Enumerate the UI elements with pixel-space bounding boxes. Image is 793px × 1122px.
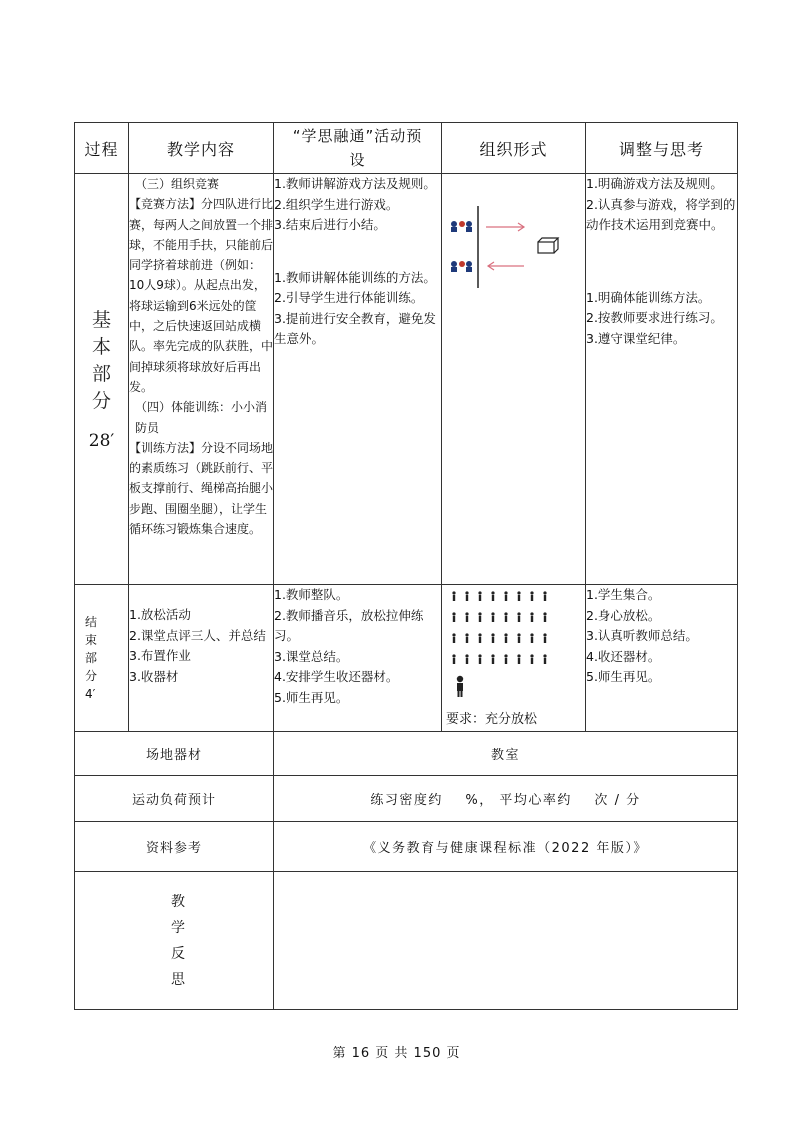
end-section-row — [75, 585, 738, 732]
end-activity-cell — [274, 585, 442, 732]
activity-item: 2.组织学生进行游戏。 — [274, 196, 399, 212]
end-content-item: 3.收器材 — [129, 668, 179, 684]
header-row — [75, 123, 738, 174]
end-content-item: 1.放松活动 — [129, 607, 191, 622]
end-content-cell — [129, 585, 274, 732]
end-reflection-cell — [586, 585, 738, 732]
student-figure-icon — [530, 591, 533, 601]
end-reflection-item: 1.学生集合。 — [586, 587, 661, 602]
basic-stage-cell — [75, 174, 129, 585]
student-figure-icon — [530, 612, 533, 622]
student-figure-icon — [517, 654, 520, 664]
end-reflection-item: 2.身心放松。 — [586, 607, 661, 623]
end-activity-item: 5.师生再见。 — [274, 689, 349, 705]
student-figure-icon — [530, 633, 533, 643]
teaching-reflection-row — [75, 872, 738, 1010]
student-figure-icon — [517, 591, 520, 601]
end-reflection-item: 4.收还器材。 — [586, 648, 661, 664]
content-training-method: 【训练方法】分设不同场地的素质练习（跳跃前行、平板支撑前行、绳梯高抬腿小步跑、围圈坐腿），让学生循环练习锻炼集合速度。 — [129, 440, 274, 537]
student-figure-icon — [452, 633, 455, 643]
basket-box-icon — [538, 238, 558, 253]
reflection-item: 2.认真参与游戏，将学到的动作技术运用到竞赛中。 — [586, 196, 736, 232]
basic-section-row — [75, 174, 738, 585]
activity-item: 3.提前进行安全教育，避免发生意外。 — [274, 310, 436, 346]
student-figure-icon — [543, 591, 546, 601]
student-figure-icon — [478, 612, 481, 622]
basic-organization-cell — [442, 174, 586, 585]
student-formation-diagram — [442, 585, 586, 703]
end-activity-item: 4.安排学生收还器材。 — [274, 669, 399, 684]
end-reflection-item: 5.师生再见。 — [586, 669, 661, 684]
header-reflection: 调整与思考 — [586, 123, 738, 174]
student-figure-icon — [517, 633, 520, 643]
load-row — [75, 776, 738, 822]
student-figure-icon — [543, 633, 546, 643]
basic-stage-label: 基 本 部 分 — [91, 309, 111, 412]
activity-item: 1.教师讲解游戏方法及规则。 — [274, 176, 436, 191]
basic-reflection-cell — [586, 174, 738, 585]
basic-content-cell — [129, 174, 274, 585]
content-heading-training: （四）体能训练：小小消防员 — [135, 400, 268, 435]
student-figure-icon — [504, 591, 507, 601]
page-number: 第 16 页 共 150 页 — [332, 1046, 461, 1061]
activity-item: 1.教师讲解体能训练的方法。 — [274, 269, 436, 285]
reflection-item: 1.明确体能训练方法。 — [586, 289, 711, 305]
end-activity-item: 1.教师整队。 — [274, 587, 349, 602]
relax-requirement-note: 要求：充分放松 — [446, 712, 538, 727]
end-stage-time: 4′ — [85, 687, 96, 701]
student-figure-icon — [465, 612, 468, 622]
student-figure-icon — [543, 654, 546, 664]
student-figure-icon — [491, 591, 494, 601]
reference-label: 资料参考 — [75, 822, 274, 872]
load-value: 练习密度约 %， 平均心率约 次 / 分 — [274, 776, 738, 822]
header-activity: “学思融通”活动预设 — [274, 123, 442, 174]
reference-value: 《义务教育与健康课程标准（2022 年版）》 — [274, 822, 738, 872]
reflection-item: 1.明确游戏方法及规则。 — [586, 176, 723, 191]
student-figure-icon — [465, 591, 468, 601]
venue-value: 教室 — [274, 732, 738, 776]
student-figure-icon — [478, 591, 481, 601]
student-figure-icon — [517, 612, 520, 622]
student-figure-icon — [478, 633, 481, 643]
content-competition-method: 【竞赛方法】分四队进行比赛，每两人之间放置一个排球，不能用手扶，只能前后同学挤着球前进（例如：10人9球）。从起点出发，将球运输到6米远处的筐中，之后快速返回站成横队。率先完成的队获胜，中间掉球须将球放好后再出发。 — [129, 197, 274, 394]
venue-row — [75, 732, 738, 776]
lesson-plan-table — [74, 122, 738, 1010]
end-reflection-item: 3.认真听教师总结。 — [586, 628, 698, 643]
teacher-figure-icon — [457, 676, 463, 697]
student-figure-icon — [452, 591, 455, 601]
basic-activity-cell — [274, 174, 442, 585]
team-players-bottom-icon — [451, 261, 472, 272]
basic-stage-time: 28′ — [88, 431, 115, 451]
student-figure-icon — [543, 612, 546, 622]
activity-item: 3.结束后进行小结。 — [274, 217, 386, 232]
venue-label: 场地器材 — [75, 732, 274, 776]
student-figure-icon — [491, 633, 494, 643]
student-figure-icon — [504, 633, 507, 643]
arrow-right-icon — [486, 223, 524, 231]
teaching-reflection-label: 教 学 反 思 — [75, 872, 274, 1010]
end-stage-cell: 结 束 部 分 4′ — [75, 585, 129, 732]
student-figure-icon — [491, 612, 494, 622]
load-label: 运动负荷预计 — [75, 776, 274, 822]
student-figure-icon — [530, 654, 533, 664]
reflection-item: 2.按教师要求进行练习。 — [586, 310, 723, 325]
header-content: 教学内容 — [129, 123, 274, 174]
student-figure-icon — [478, 654, 481, 664]
end-organization-cell — [442, 585, 586, 732]
student-figure-icon — [504, 654, 507, 664]
arrow-left-icon — [488, 262, 524, 270]
end-activity-item: 3.课堂总结。 — [274, 648, 349, 664]
end-content-item: 2.课堂点评三人、并总结 — [129, 627, 266, 643]
team-players-top-icon — [451, 221, 472, 232]
content-heading-competition: （三）组织竞赛 — [135, 177, 220, 191]
student-figure-icon — [452, 654, 455, 664]
end-content-item: 3.布置作业 — [129, 648, 191, 663]
teaching-reflection-blank — [274, 872, 738, 1010]
student-figure-icon — [465, 633, 468, 643]
end-activity-item: 2.教师播音乐，放松拉伸练习。 — [274, 607, 424, 643]
reflection-item: 3.遵守课堂纪律。 — [586, 330, 686, 346]
activity-item: 2.引导学生进行体能训练。 — [274, 290, 424, 305]
reference-row — [75, 822, 738, 872]
student-figure-icon — [452, 612, 455, 622]
header-organization: 组织形式 — [442, 123, 586, 174]
student-figure-icon — [465, 654, 468, 664]
competition-formation-diagram — [442, 192, 586, 302]
student-figure-icon — [491, 654, 494, 664]
student-figure-icon — [504, 612, 507, 622]
header-process: 过程 — [75, 123, 129, 174]
